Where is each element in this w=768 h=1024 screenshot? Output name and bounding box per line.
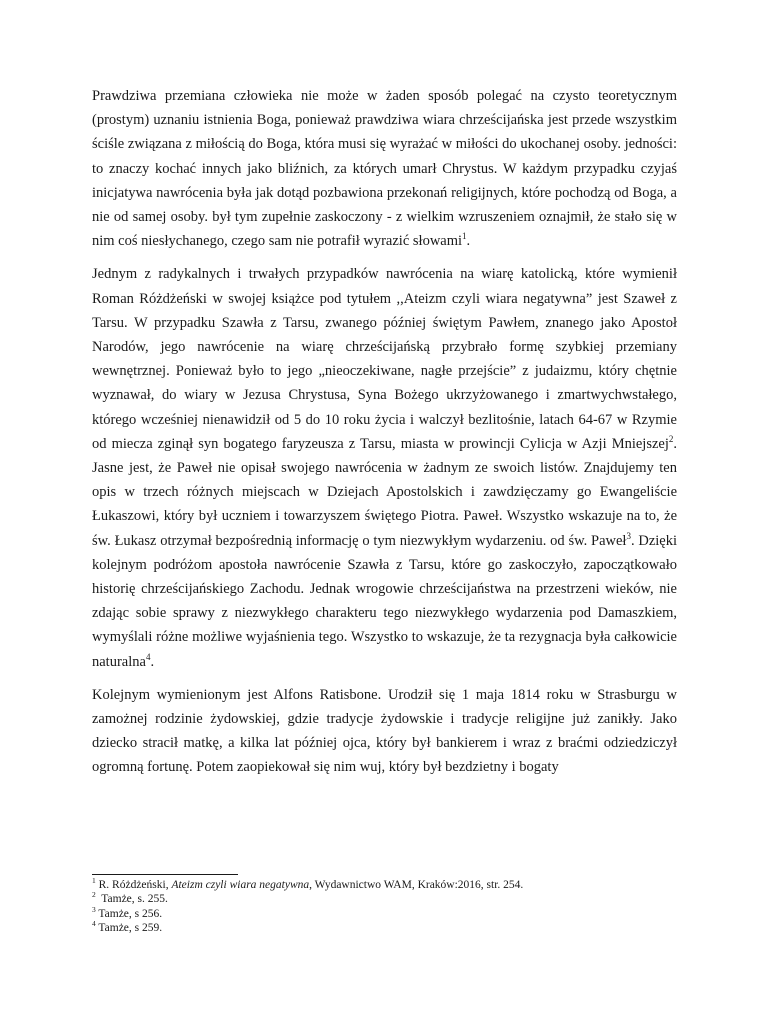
paragraph-2-text-part-3: . Dzięki kolejnym podróżom apostoła nawrócenie Szawła z Tarsu, które go zaskoczyło, zapoczątkowało historię chrześcijańskiego Zachodu. Jednak wrogowie chrześcijaństwa na przestrzeni wieków, nie zdając sobie sprawy z niezwykłego charakteru tego niezwykłego wydarzenia pod Damaszkiem, wymyślali różne możliwe wyjaśnienia tego. Wszystko to wskazuje, że ta rezygnacja była całkowicie naturalna bbox=[92, 532, 677, 670]
footnote-ref-4[interactable]: 4 bbox=[145, 651, 151, 662]
footnote-separator bbox=[92, 874, 238, 875]
paragraph-1: Prawdziwa przemiana człowieka nie może w żaden sposób polegać na czysto teoretycznym (prostym) uznaniu istnienia Boga, ponieważ prawdziwa wiara chrześcijańska jest przede wszystkim ściśle związana z miłością do Boga, która musi się wyrażać w miłości do ukochanej osoby. jedności: to znaczy kochać innych jako bliźnich, za których umarł Chrystus. W każdym przypadku czyjaś inicjatywa nawrócenia była jak dotąd pozbawiona przekonań religijnych, które pochodzą od Boga, a nie od samej osoby. był tym zupełnie zaskoczony - z wielkim wzruszeniem oznajmił, że stało się w nim coś niesłychanego, czego sam nie potrafił wyrazić słowami$^1$. bbox=[92, 88, 677, 250]
paragraph-2-text-part-1: Jednym z radykalnych i trwałych przypadków nawrócenia na wiarę katolicką, które wymienił Roman Różdżeński w swojej książce pod tytułem ,,Ateizm czyli wiara negatywna” jest Szaweł z Tarsu. W przypadku Szawła z Tarsu, zwanego później świętym Pawłem, znanego jako Apostoł Narodów, jego nawrócenie na wiarę chrześcijańską przybrało formę szybkiej przemiany wewnętrznej. Ponieważ było to jego „nieoczekiwane, nagłe przejście” z judaizmu, który chętnie wyznawał, do wiary w Jezusa Chrystusa, Syna Bożego ukrzyżowanego i zmartwychwstałego, którego wcześniej nienawidził od 5 do 10 roku życia i walczył bezlitośnie, latach 64-67 w Rzymie od miecza zginął syn bogatego faryzeusza z Tarsu, miasta w prowincji Cylicja w Azji Mniejszej bbox=[92, 266, 677, 452]
footnote-ref-1[interactable]: 1 bbox=[462, 231, 467, 242]
footnote-number: 4 bbox=[92, 919, 96, 929]
footnote-1: $^1$ R. Różdżeński, Ateizm czyli wiara negatywna, Wydawnictwo WAM, Kraków:2016, str. 254. bbox=[92, 876, 524, 891]
body-text bbox=[92, 84, 677, 789]
footnote-ref-2[interactable]: 2 bbox=[668, 434, 674, 445]
footnotes bbox=[92, 878, 677, 936]
paragraph-3 bbox=[92, 683, 677, 780]
footnote-number: 2 bbox=[92, 890, 96, 900]
paragraph-1-text: Prawdziwa przemiana człowieka nie może w żaden sposób polegać na czysto teoretycznym (prostym) uznaniu istnienia Boga, ponieważ prawdziwa wiara chrześcijańska jest przede wszystkim ściśle związana z miłością do Boga, która musi się wyrażać w miłości do ukochanej osoby. jedności: to znaczy kochać innych jako bliźnich, za których umarł Chrystus. W każdym przypadku czyjaś inicjatywa nawrócenia była jak dotąd pozbawiona przekonań religijnych, które pochodzą od Boga, a nie od samej osoby. był tym zupełnie zaskoczony - z wielkim wzruszeniem oznajmił, że stało się w nim coś niesłychanego, czego sam nie potrafił wyrazić słowami bbox=[92, 88, 677, 250]
paragraph-3-text: Kolejnym wymienionym jest Alfons Ratisbone. Urodził się 1 maja 1814 roku w Strasburgu w zamożnej rodzinie żydowskiej, gdzie tradycje żydowskie i tradycje religijne już zanikły. Jako dziecko stracił matkę, a kilka lat później ojca, który był bankierem i wraz z braćmi odziedziczył ogromną fortunę. Potem zaopiekował się nim wuj, który był bezdzietny i bogaty bbox=[92, 686, 677, 776]
footnote-ref-3[interactable]: 3 bbox=[626, 530, 631, 541]
paragraph-2: Jednym z radykalnych i trwałych przypadków nawrócenia na wiarę katolicką, które wymienił Roman Różdżeński w swojej książce pod tytułem ,,Ateizm czyli wiara negatywna” jest Szaweł z Tarsu. W przypadku Szawła z Tarsu, zwanego później świętym Pawłem, znanego jako Apostoł Narodów, jego nawrócenie na wiarę chrześcijańską przybrało formę szybkiej przemiany wewnętrznej. Ponieważ było to jego „nieoczekiwane, nagłe przejście” z judaizmu, który chętnie wyznawał, do wiary w Jezusa Chrystusa, Syna Bożego ukrzyżowanego i zmartwychwstałego, którego wcześniej nienawidził od 5 do 10 roku życia i walczył bezlitośnie, latach 64-67 w Rzymie od miecza zginął syn bogatego faryzeusza z Tarsu, miasta w prowincji Cylicja w Azji Mniejszej$^2$. Jasne jest, że Paweł nie opisał swojego nawrócenia w żadnym ze swoich listów. Znajdujemy ten opis w trzech różnych miejscach w Dziejach Apostolskich i zawdzięczamy go Ewangeliście Łukaszowi, który był uczniem i towarzyszem świętego Piotra. Paweł. Wszystko wskazuje na to, że św. Łukasz otrzymał bezpośrednią informację o tym niezwykłym wydarzeniu. od św. Paweł$^3$. Dzięki kolejnym podróżom apostoła nawrócenie Szawła z Tarsu, które go zaskoczyło, zapoczątkowało historię chrześcijańskiego Zachodu. Jednak wrogowie chrześcijaństwa na przestrzeni wieków, nie zdając sobie sprawy z niezwykłego charakteru tego niezwykłego wydarzenia pod Damaszkiem, wymyślali różne możliwe wyjaśnienia tego. Wszystko to wskazuje, że ta rezygnacja była całkowicie naturalna$^4$. bbox=[92, 266, 677, 670]
footnote-4: $^4$ Tamże, s 259. bbox=[92, 919, 163, 935]
footnote-3: $^3$ Tamże, s 256. bbox=[92, 904, 163, 920]
paragraph-2-text-part-2: . Jasne jest, że Paweł nie opisał swojego nawrócenia w żadnym ze swoich listów. Znajdujemy ten opis w trzech różnych miejscach w Dziejach Apostolskich i zawdzięczamy go Ewangeliście Łukaszowi, który był uczniem i towarzyszem świętego Piotra. Paweł. Wszystko wskazuje na to, że św. Łukasz otrzymał bezpośrednią informację o tym niezwykłym wydarzeniu. od św. Paweł bbox=[92, 435, 677, 549]
footnote-2: $^2$ Tamże, s. 255. bbox=[92, 890, 168, 906]
footnote-number: 1 bbox=[92, 876, 96, 886]
footnote-number: 3 bbox=[92, 904, 96, 914]
footnote-book-title: Ateizm czyli wiara negatywna bbox=[171, 879, 310, 891]
